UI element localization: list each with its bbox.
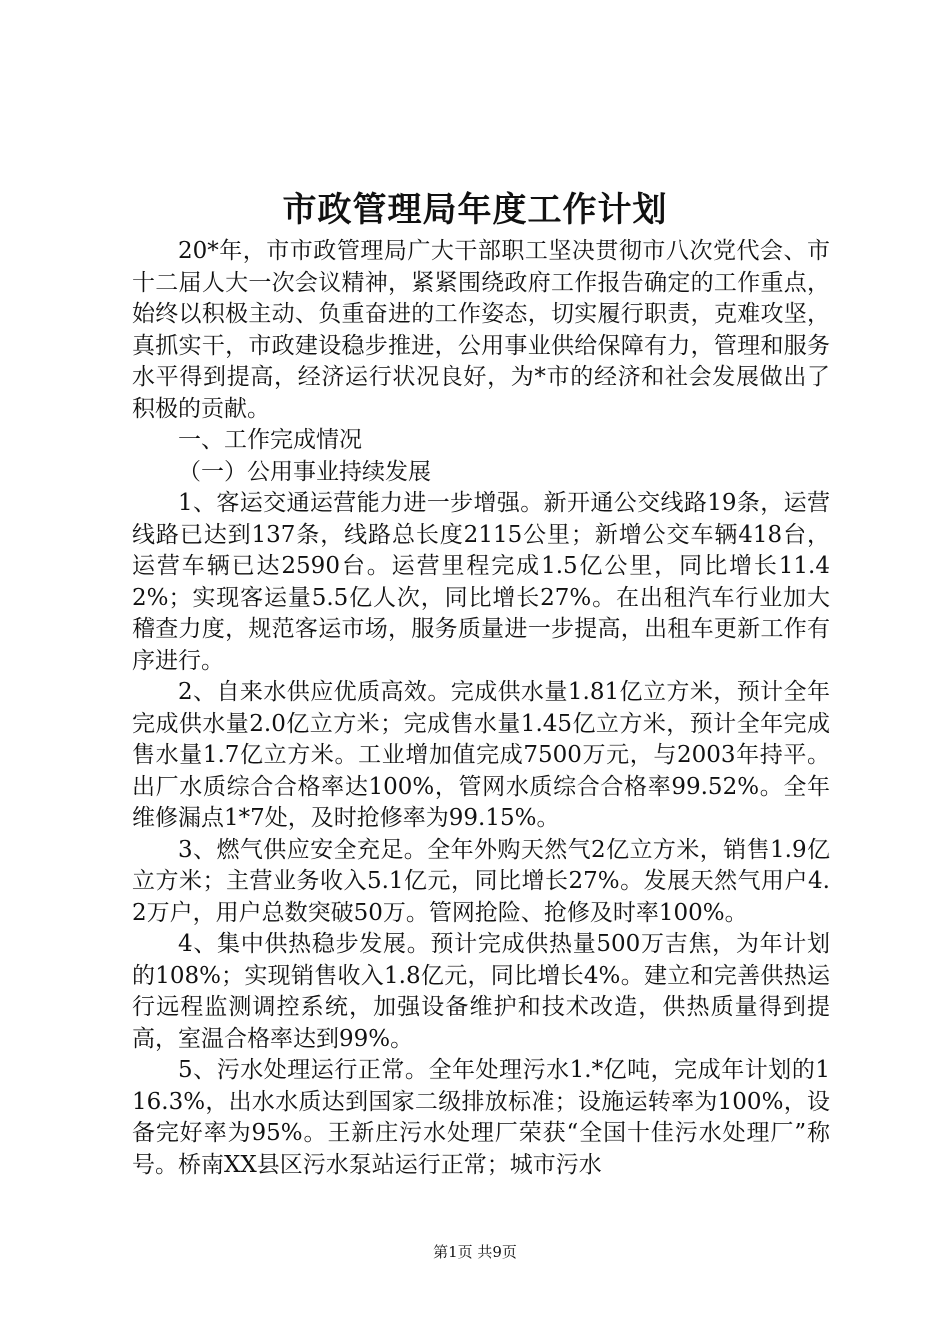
item-paragraph-sewage: 5、污水处理运行正常。全年处理污水1.*亿吨，完成年计划的116.3%，出水水质达到国家二级排放标准；设施运转率为100%，设备完好率为95%。王新庄污水处理厂荣获“全国十佳污水处理厂”称号。桥南XX县区污水泵站运行正常；城市污水 — [132, 1057, 830, 1178]
subsection-heading: （一）公用事业持续发展 — [178, 458, 431, 485]
item-paragraph-heating: 4、集中供热稳步发展。预计完成供热量500万吉焦，为年计划的108%；实现销售收入1.8亿元，同比增长4%。建立和完善供热运行远程监测调控系统，加强设备维护和技术改造，供热质量得到提高，室温合格率达到99%。 — [132, 931, 830, 1052]
item-paragraph-transit: 1、客运交通运营能力进一步增强。新开通公交线路19条，运营线路已达到137条，线路总长度2115公里；新增公交车辆418台，运营车辆已达2590台。运营里程完成1.5亿公里，同比增长11.42%；实现客运量5.5亿人次，同比增长27%。在出租汽车行业加大稽查力度，规范客运市场，服务质量进一步提高，出租车更新工作有序进行。 — [132, 490, 830, 674]
page-footer: 第1页 共9页 — [433, 1243, 517, 1261]
document-body — [132, 236, 830, 1181]
section-heading: 一、工作完成情况 — [178, 427, 362, 453]
document-title: 市政管理局年度工作计划 — [282, 190, 668, 230]
item-paragraph-water: 2、自来水供应优质高效。完成供水量1.81亿立方米，预计全年完成供水量2.0亿立方米；完成售水量1.45亿立方米，预计全年完成售水量1.7亿立方米。工业增加值完成7500万元，与2003年持平。出厂水质综合合格率达100%，管网水质综合合格率99.52%。全年维修漏点1*7处，及时抢修率为99.15%。 — [132, 679, 830, 831]
item-paragraph-gas: 3、燃气供应安全充足。全年外购天然气2亿立方米，销售1.9亿立方米；主营业务收入5.1亿元，同比增长27%。发展天然气用户4.2万户，用户总数突破50万。管网抢险、抢修及时率100%。 — [132, 836, 830, 926]
intro-paragraph: 20*年，市市政管理局广大干部职工坚决贯彻市八次党代会、市十二届人大一次会议精神，紧紧围绕政府工作报告确定的工作重点，始终以积极主动、负重奋进的工作姿态，切实履行职责，克难攻坚，真抓实干，市政建设稳步推进，公用事业供给保障有力，管理和服务水平得到提高，经济运行状况良好，为*市的经济和社会发展做出了积极的贡献。 — [132, 238, 830, 422]
